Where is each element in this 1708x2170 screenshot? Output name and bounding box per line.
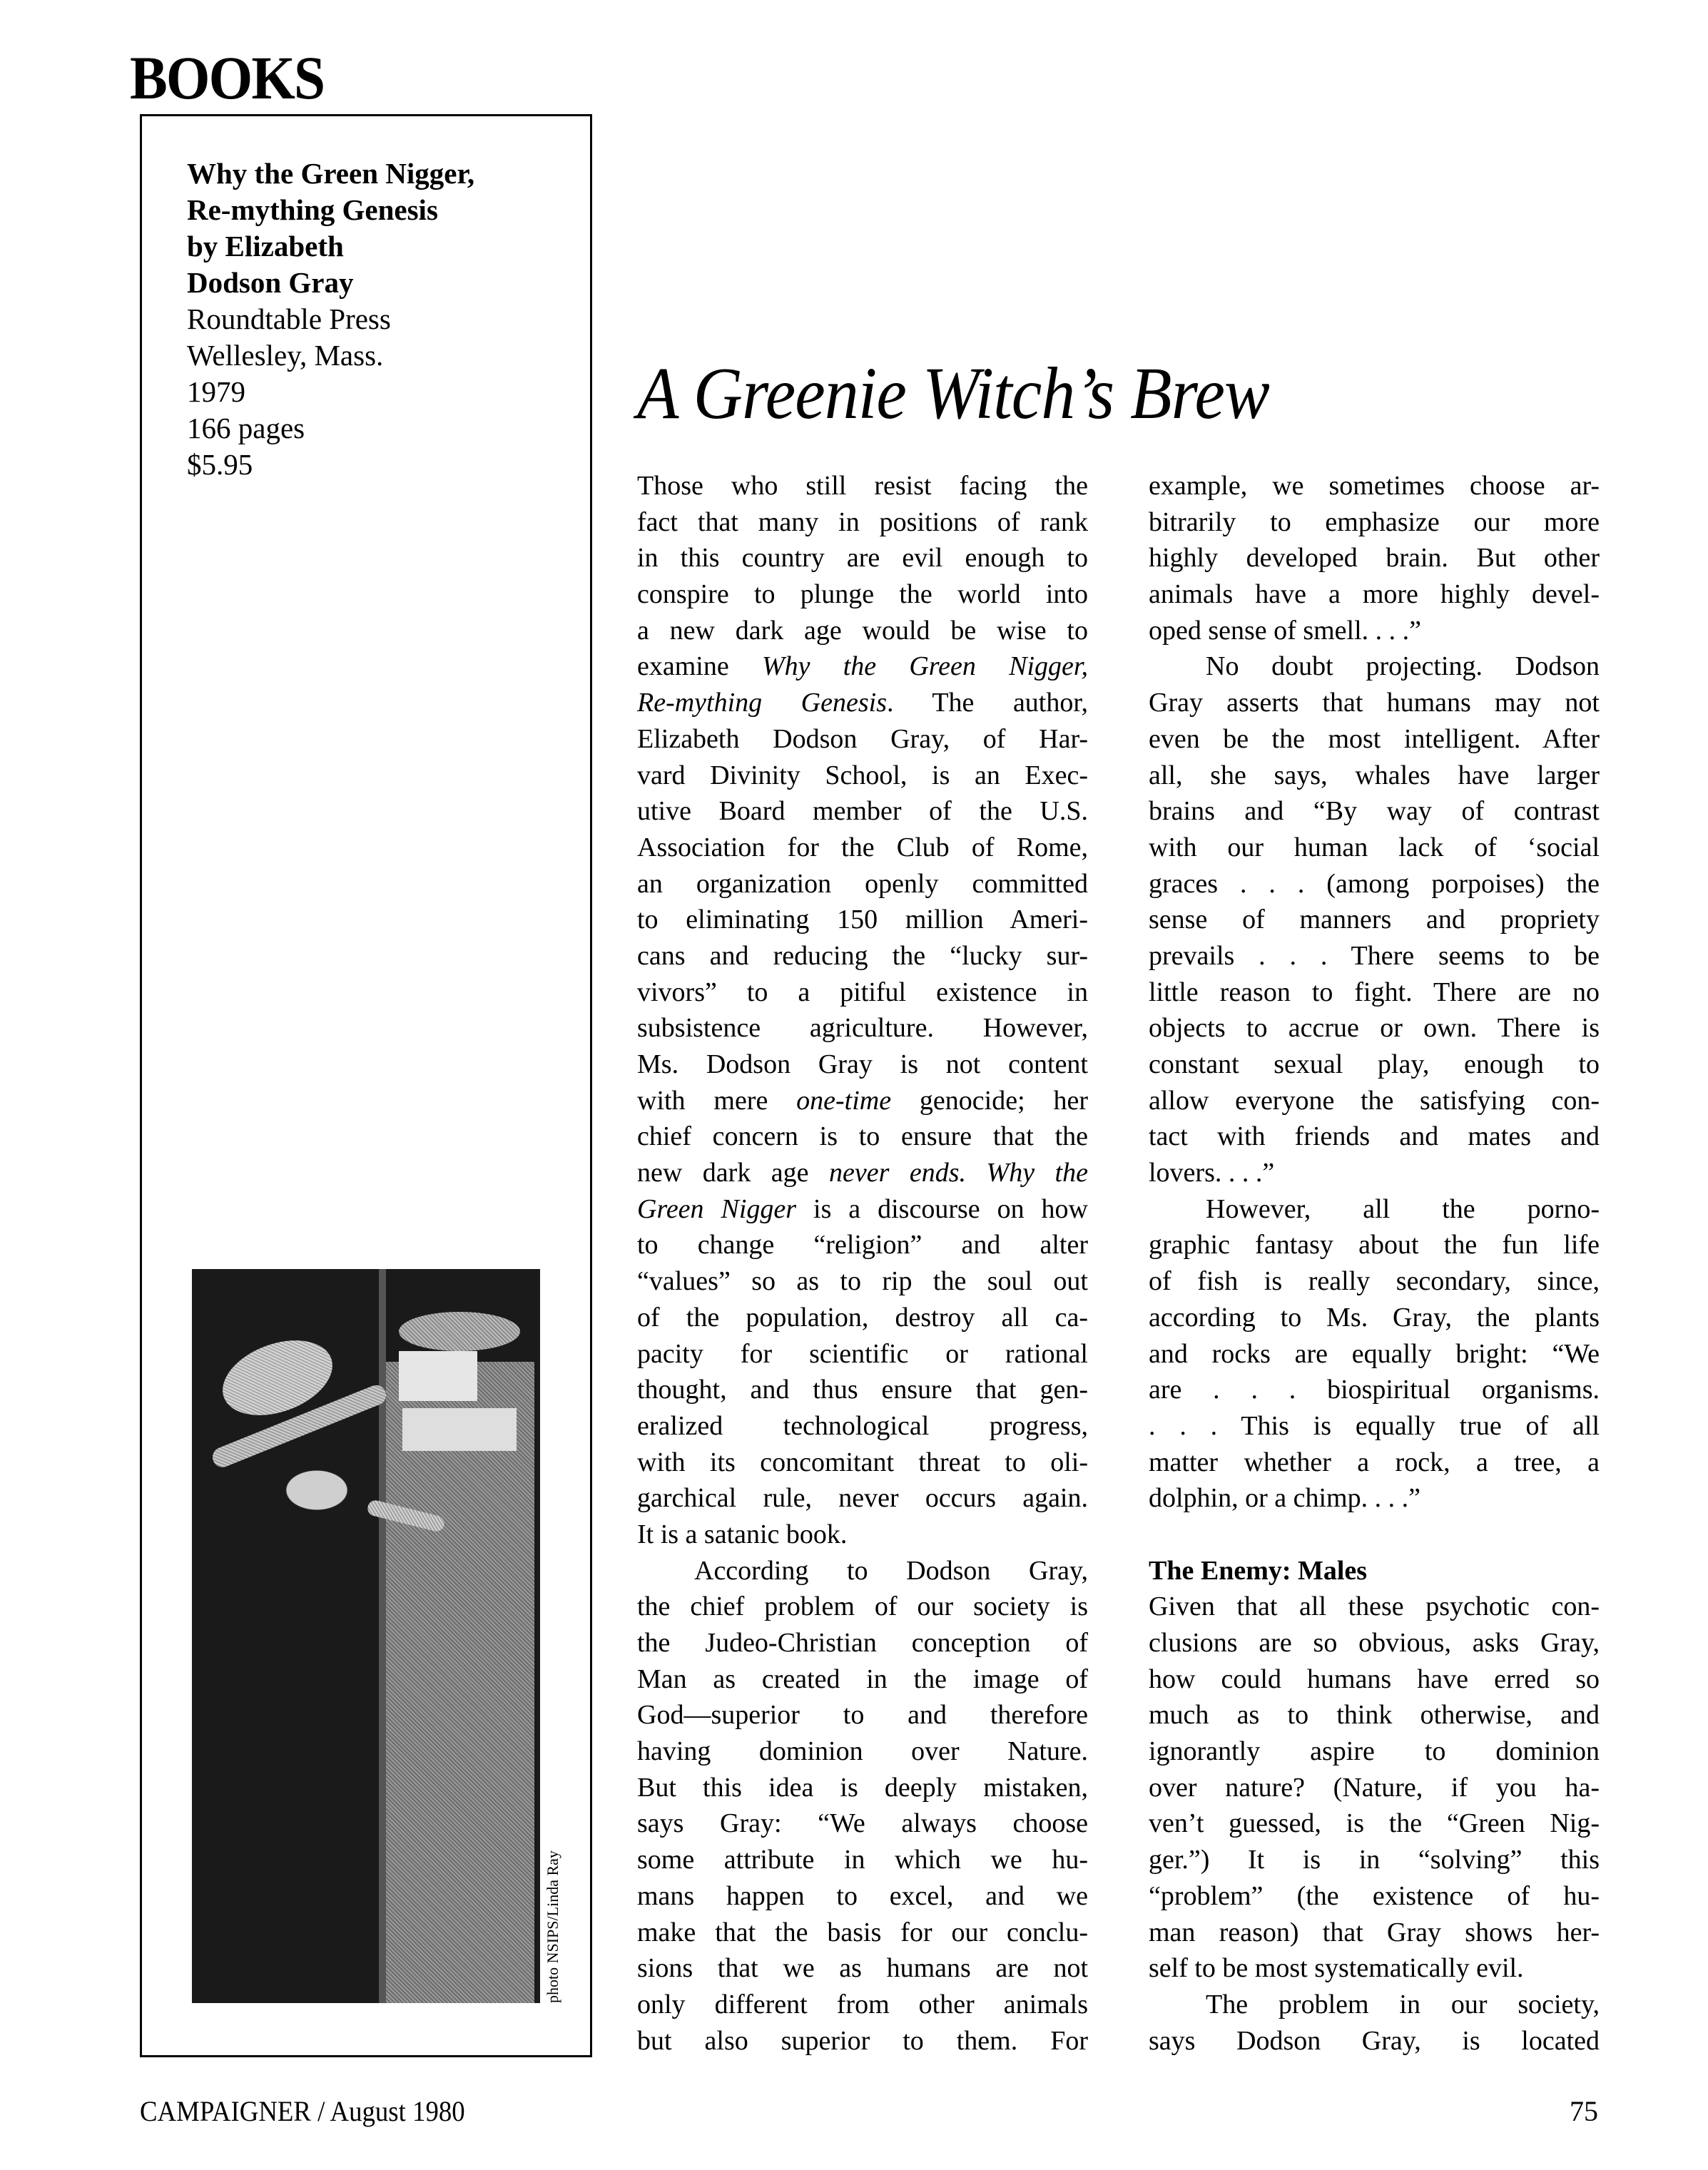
text-line: Association for the Club of Rome, [637,832,1088,862]
text-line: Those who still resist facing the [637,471,1088,501]
italic-text: Green Nigger [637,1193,797,1224]
text-line: But this idea is deeply mistaken, [637,1772,1088,1803]
text-line: brains and “By way of contrast [1149,796,1600,827]
text-line [637,648,1088,685]
text-line: in this country are evil enough to [637,543,1088,574]
text-line: No doubt projecting. Dodson [1206,651,1600,682]
text-line: pacity for scientific or rational [637,1338,1088,1369]
text-line: man reason) that Gray shows her- [1149,1917,1600,1947]
text-line: make that the basis for our conclu- [637,1917,1088,1947]
article-title: A Greenie Witch’s Brew [637,352,1269,434]
book-price: $5.95 [187,448,253,481]
book-publisher: Roundtable Press [187,302,391,335]
text-line: Elizabeth Dodson Gray, of Har- [637,723,1088,754]
text-line: ignorantly aspire to dominion [1149,1736,1600,1767]
article-subheading: The Enemy: Males [1149,1555,1368,1586]
text-line [637,1083,1088,1119]
text-line: However, all the porno- [1206,1193,1600,1224]
text-run: examine [637,651,762,682]
text-line: Ms. Dodson Gray is not content [637,1049,1088,1079]
text-line: prevails . . . There seems to be [1149,940,1600,971]
italic-text: Re-mything Genesis [637,688,887,718]
text-line: thought, and thus ensure that gen- [637,1375,1088,1405]
text-line: little reason to fight. There are no [1149,977,1600,1007]
text-line: only different from other animals [637,1989,1088,2019]
text-line: The problem in our society, [1206,1989,1600,2019]
text-line: over nature? (Nature, if you ha- [1149,1772,1600,1803]
article-column-right [1149,468,1600,2059]
book-year: 1979 [187,375,245,408]
text-line: with its concomitant threat to oli- [637,1447,1088,1477]
photo-pole [379,1269,386,2003]
text-line: animals have a more highly devel- [1149,579,1600,610]
text-line: bitrarily to emphasize our more [1149,506,1600,537]
text-line: says Dodson Gray, is located [1149,2025,1600,2056]
photo-sign [399,1351,477,1401]
text-line: ger.”) It is in “solving” this [1149,1845,1600,1875]
text-line: oped sense of smell. . . .” [1149,615,1422,646]
text-line: but also superior to them. For [637,2025,1088,2056]
text-line: having dominion over Nature. [637,1736,1088,1767]
text-line: how could humans have erred so [1149,1664,1600,1694]
book-details [187,156,474,483]
text-run: new dark age [637,1158,830,1188]
text-line: according to Ms. Gray, the plants [1149,1302,1600,1333]
book-title-line: Why the Green Nigger, [187,157,475,190]
text-line: even be the most intelligent. After [1149,723,1600,754]
text-line: a new dark age would be wise to [637,615,1088,646]
book-title-line: Re-mything Genesis [187,193,438,226]
text-line: example, we sometimes choose ar- [1149,471,1600,501]
text-line: of fish is really secondary, since, [1149,1266,1600,1297]
text-line: conspire to plunge the world into [637,579,1088,610]
photo-credit: photo NSIPS/Linda Ray [544,1850,561,2003]
text-line: objects to accrue or own. There is [1149,1013,1600,1044]
photo-background-hat [399,1312,520,1351]
book-author-line: by Elizabeth [187,230,344,263]
paragraph-gap [1149,1517,1600,1553]
text-line: says Gray: “We always choose [637,1808,1088,1839]
page-number: 75 [1570,2095,1598,2127]
text-line: are . . . biospiritual organisms. [1149,1375,1600,1405]
text-line: with our human lack of ‘social [1149,832,1600,862]
text-line: dolphin, or a chimp. . . .” [1149,1483,1420,1514]
text-line: “problem” (the existence of hu- [1149,1880,1600,1911]
text-line: utive Board member of the U.S. [637,796,1088,827]
text-line: . . . This is equally true of all [1149,1410,1600,1441]
text-line: lovers. . . .” [1149,1158,1275,1188]
text-line: allow everyone the satisfying con- [1149,1085,1600,1116]
text-run: is a discourse on how [796,1193,1088,1224]
article-column-left [637,468,1088,2059]
text-run: with mere [637,1085,797,1116]
text-line: of the population, destroy all ca- [637,1302,1088,1333]
text-line: graces . . . (among porpoises) the [1149,868,1600,899]
text-line: vard Divinity School, is an Exec- [637,760,1088,790]
text-line: chief concern is to ensure that the [637,1121,1088,1152]
text-line: ven’t guessed, is the “Green Nig- [1149,1808,1600,1839]
text-line: graphic fantasy about the fun life [1149,1230,1600,1260]
book-pages: 166 pages [187,412,305,444]
text-run: genocide; her [891,1085,1088,1116]
text-line [637,685,1088,721]
text-line: sions that we as humans are not [637,1953,1088,1984]
italic-text: Why the Green Nigger, [761,651,1088,682]
text-line: to change “religion” and alter [637,1230,1088,1260]
text-line: fact that many in positions of rank [637,506,1088,537]
text-line: vivors” to a pitiful existence in [637,977,1088,1007]
text-line: God—superior to and therefore [637,1700,1088,1731]
text-run: . The author, [887,688,1089,718]
text-line: highly developed brain. But other [1149,543,1600,574]
text-line: eralized technological progress, [637,1410,1088,1441]
text-line [637,1155,1088,1191]
book-location: Wellesley, Mass. [187,339,384,372]
text-line: all, she says, whales have larger [1149,760,1600,790]
text-line: mans happen to excel, and we [637,1880,1088,1911]
text-line: subsistence agriculture. However, [637,1013,1088,1044]
italic-text: one-time [796,1085,892,1116]
text-line: According to Dodson Gray, [694,1555,1088,1586]
text-line: cans and reducing the “lucky sur- [637,940,1088,971]
photo-sign-panel [385,1362,534,2003]
text-line: Given that all these psychotic con- [1149,1591,1600,1622]
text-line: and rocks are equally bright: “We [1149,1338,1600,1369]
text-line: constant sexual play, enough to [1149,1049,1600,1079]
text-line: self to be most systematically evil. [1149,1953,1524,1984]
text-line: Man as created in the image of [637,1664,1088,1694]
text-line: clusions are so obvious, asks Gray, [1149,1628,1600,1658]
text-line [637,1191,1088,1228]
text-line: the chief problem of our society is [637,1591,1088,1622]
text-line: matter whether a rock, a tree, a [1149,1447,1600,1477]
section-heading: BOOKS [130,44,325,112]
photo-sign [402,1408,517,1451]
text-line: much as to think otherwise, and [1149,1700,1600,1731]
text-line: It is a satanic book. [637,1519,848,1549]
text-line: “values” so as to rip the soul out [637,1266,1088,1297]
footer-publication: CAMPAIGNER / August 1980 [140,2095,465,2127]
text-line: Gray asserts that humans may not [1149,688,1600,718]
text-line: some attribute in which we hu- [637,1845,1088,1875]
text-line: an organization openly committed [637,868,1088,899]
italic-text: never ends. Why the [829,1158,1088,1188]
text-line: garchical rule, never occurs again. [637,1483,1088,1514]
article-photo [192,1269,540,2003]
text-line: the Judeo-Christian conception of [637,1628,1088,1658]
text-line: sense of manners and propriety [1149,905,1600,935]
text-line: tact with friends and mates and [1149,1121,1600,1152]
text-line: to eliminating 150 million Ameri- [637,905,1088,935]
book-author-line: Dodson Gray [187,266,354,299]
